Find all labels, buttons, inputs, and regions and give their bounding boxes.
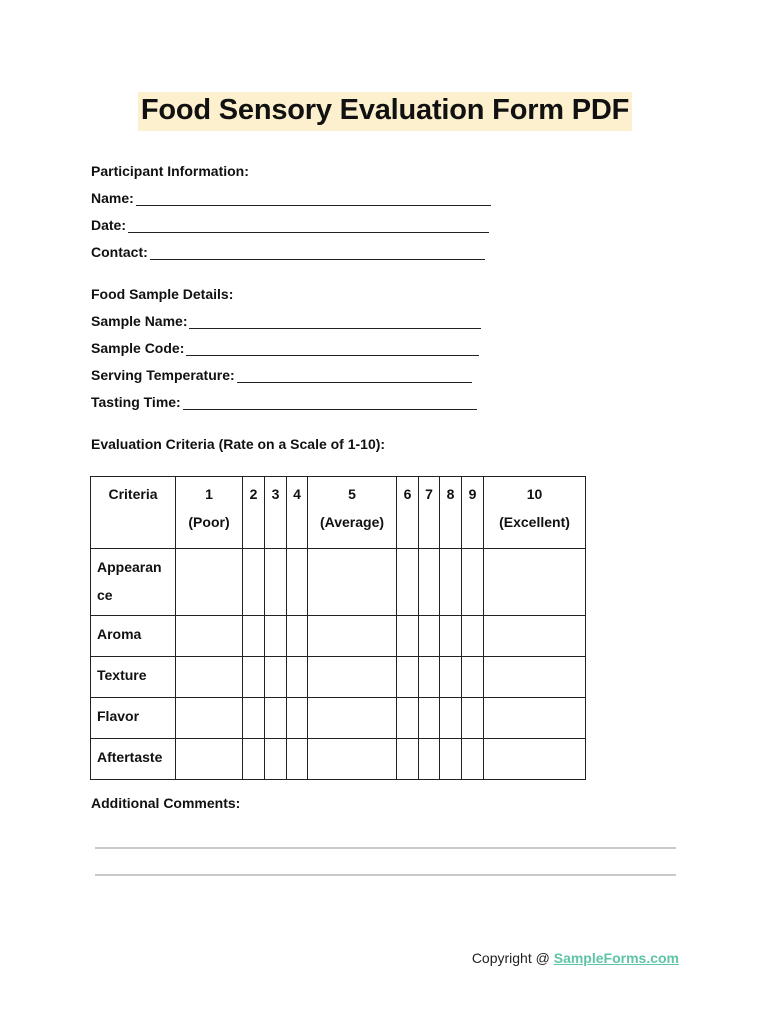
rating-cell[interactable] — [419, 549, 440, 616]
footer — [472, 950, 679, 966]
rating-cell[interactable] — [265, 739, 287, 780]
rating-cell[interactable] — [440, 616, 462, 657]
date-label: Date: — [91, 217, 127, 233]
table-header-row — [91, 477, 586, 549]
rating-cell[interactable] — [440, 549, 462, 616]
contact-field — [91, 244, 485, 260]
rating-cell[interactable] — [462, 616, 484, 657]
date-field — [91, 217, 489, 233]
score-header-4: 4 — [287, 477, 308, 549]
rating-cell[interactable] — [176, 549, 243, 616]
score-header-3: 3 — [265, 477, 287, 549]
rating-cell[interactable] — [243, 549, 265, 616]
table-row — [91, 698, 586, 739]
rating-cell[interactable] — [484, 739, 586, 780]
title-wrap — [0, 92, 770, 131]
rating-cell[interactable] — [397, 739, 419, 780]
rating-cell[interactable] — [287, 616, 308, 657]
criteria-cell-aftertaste: Aftertaste — [91, 739, 176, 780]
score-header-8: 8 — [440, 477, 462, 549]
serving-temp-label: Serving Temperature: — [91, 367, 235, 383]
rating-cell[interactable] — [397, 657, 419, 698]
rating-cell[interactable] — [419, 657, 440, 698]
score-header-10: 10 (Excellent) — [484, 477, 586, 549]
rating-cell[interactable] — [287, 739, 308, 780]
rating-cell[interactable] — [484, 549, 586, 616]
serving-temp-input-line[interactable] — [237, 368, 472, 383]
rating-cell[interactable] — [308, 698, 397, 739]
rating-cell[interactable] — [440, 657, 462, 698]
date-input-line[interactable] — [128, 218, 489, 233]
rating-cell[interactable] — [462, 657, 484, 698]
criteria-cell-aroma: Aroma — [91, 616, 176, 657]
rating-cell[interactable] — [265, 657, 287, 698]
rating-cell[interactable] — [462, 698, 484, 739]
rating-cell[interactable] — [484, 616, 586, 657]
sample-name-input-line[interactable] — [189, 314, 481, 329]
copyright-text: Copyright @ — [471, 950, 554, 966]
contact-label: Contact: — [91, 244, 148, 260]
rating-cell[interactable] — [440, 739, 462, 780]
rating-cell[interactable] — [176, 616, 243, 657]
rating-cell[interactable] — [462, 739, 484, 780]
sample-name-label: Sample Name: — [91, 313, 188, 329]
rating-cell[interactable] — [243, 657, 265, 698]
rating-cell[interactable] — [287, 549, 308, 616]
rating-cell[interactable] — [397, 616, 419, 657]
table-row — [91, 657, 586, 698]
sample-heading: Food Sample Details: — [91, 286, 234, 302]
sample-name-field — [91, 313, 481, 329]
rating-cell[interactable] — [308, 549, 397, 616]
rating-cell[interactable] — [308, 739, 397, 780]
rating-cell[interactable] — [176, 657, 243, 698]
criteria-cell-flavor: Flavor — [91, 698, 176, 739]
table-row — [91, 549, 586, 616]
rating-cell[interactable] — [397, 549, 419, 616]
criteria-header: Criteria — [91, 477, 176, 549]
rating-cell[interactable] — [484, 698, 586, 739]
score-header-2: 2 — [243, 477, 265, 549]
rating-cell[interactable] — [308, 657, 397, 698]
tasting-time-label: Tasting Time: — [91, 394, 181, 410]
contact-input-line[interactable] — [150, 245, 485, 260]
comment-line-2[interactable] — [95, 874, 676, 876]
rating-cell[interactable] — [397, 698, 419, 739]
score-header-7: 7 — [419, 477, 440, 549]
rating-cell[interactable] — [265, 698, 287, 739]
rating-cell[interactable] — [419, 698, 440, 739]
rating-table — [90, 476, 586, 780]
rating-cell[interactable] — [462, 549, 484, 616]
sample-code-input-line[interactable] — [186, 341, 479, 356]
rating-cell[interactable] — [287, 698, 308, 739]
score-header-9: 9 — [462, 477, 484, 549]
rating-cell[interactable] — [419, 616, 440, 657]
score-header-1: 1 (Poor) — [176, 477, 243, 549]
rating-cell[interactable] — [484, 657, 586, 698]
criteria-cell-appearance: Appearance — [91, 549, 176, 616]
participant-heading: Participant Information: — [91, 163, 249, 179]
comments-heading: Additional Comments: — [91, 795, 241, 811]
page-title: Food Sensory Evaluation Form PDF — [138, 92, 632, 131]
name-field — [91, 190, 491, 206]
serving-temp-field — [91, 367, 472, 383]
rating-cell[interactable] — [419, 739, 440, 780]
score-header-6: 6 — [397, 477, 419, 549]
tasting-time-field — [91, 394, 477, 410]
rating-cell[interactable] — [287, 657, 308, 698]
rating-cell[interactable] — [440, 698, 462, 739]
rating-cell[interactable] — [265, 549, 287, 616]
sample-code-label: Sample Code: — [91, 340, 185, 356]
evaluation-heading: Evaluation Criteria (Rate on a Scale of 1-10): — [91, 436, 386, 452]
rating-cell[interactable] — [176, 739, 243, 780]
sampleforms-link[interactable]: SampleForms.com — [553, 950, 679, 966]
sample-code-field — [91, 340, 479, 356]
score-header-5: 5 (Average) — [308, 477, 397, 549]
table-row — [91, 616, 586, 657]
rating-cell[interactable] — [308, 616, 397, 657]
name-input-line[interactable] — [136, 191, 491, 206]
rating-cell[interactable] — [265, 616, 287, 657]
name-label: Name: — [91, 190, 134, 206]
comment-line-1[interactable] — [95, 847, 676, 849]
criteria-cell-texture: Texture — [91, 657, 176, 698]
rating-cell[interactable] — [176, 698, 243, 739]
table-row — [91, 739, 586, 780]
rating-cell[interactable] — [243, 616, 265, 657]
rating-cell[interactable] — [243, 739, 265, 780]
tasting-time-input-line[interactable] — [183, 395, 477, 410]
rating-cell[interactable] — [243, 698, 265, 739]
